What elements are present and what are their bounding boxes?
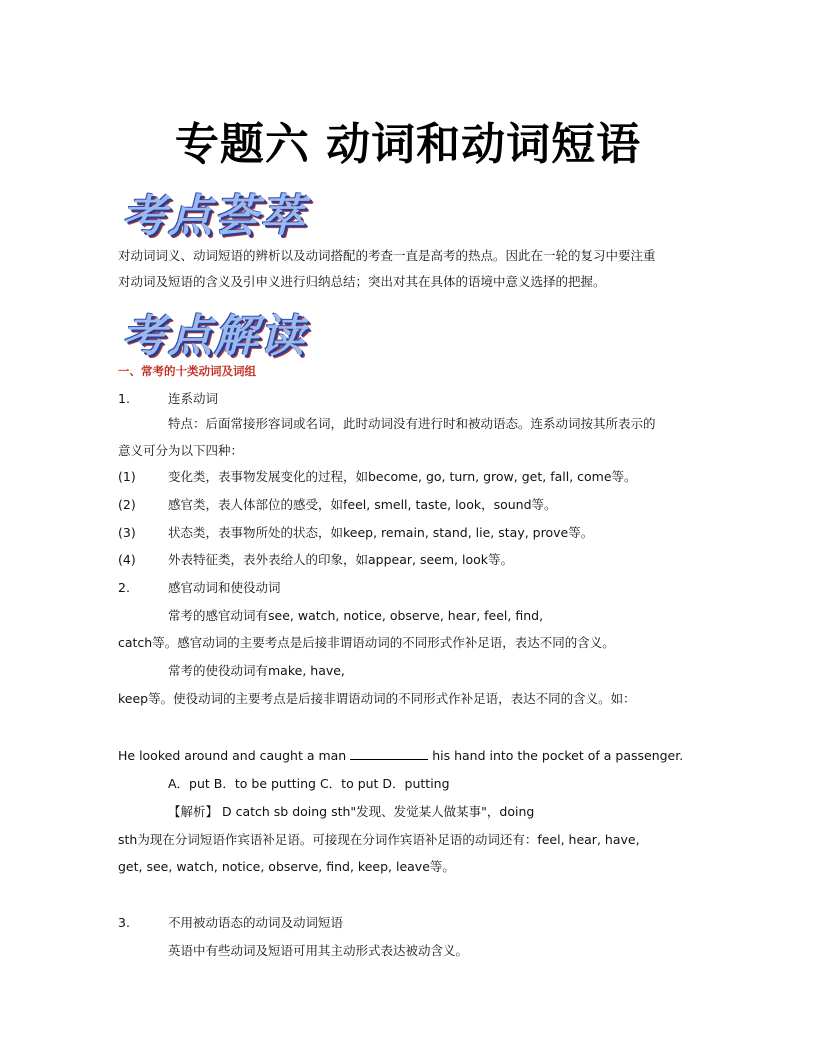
item-text-line: keep等。使役动词的主要考点是后接非谓语动词的不同形式作补足语，表达不同的含义。如：: [118, 691, 636, 706]
item-text-line: 常考的感官动词有see, watch, notice, observe, hear, feel, find,: [168, 608, 544, 623]
example-question-start: He looked around and caught a man: [118, 748, 347, 763]
example-question-end: his hand into the pocket of a passenger.: [432, 748, 684, 763]
analysis-line: sth为现在分词短语作宾语补足语。可接现在分词作宾语补足语的动词还有：feel, hear, have,: [118, 832, 640, 847]
example-question: [118, 748, 683, 763]
sub-number: (1): [118, 469, 136, 484]
sub-text: 状态类，表事物所处的状态，如keep, remain, stand, lie, stay, prove等。: [168, 525, 594, 540]
example-options: A．put B．to be putting C．to put D．putting: [168, 776, 450, 791]
item-title: 感官动词和使役动词: [168, 580, 281, 595]
sub-number: (3): [118, 525, 136, 540]
intro-line-2: 对动词及短语的含义及引申义进行归纳总结；突出对其在具体的语境中意义选择的把握。: [118, 274, 606, 289]
sub-text: 变化类，表事物发展变化的过程，如become, go, turn, grow, get, fall, come等。: [168, 469, 637, 484]
item-text-line: catch等。感官动词的主要考点是后接非谓语动词的不同形式作补足语，表达不同的含义。: [118, 635, 615, 650]
section-heading: 一、常考的十类动词及词组: [118, 364, 256, 378]
item-text-line: 英语中有些动词及短语可用其主动形式表达被动含义。: [168, 943, 469, 958]
item-number: 3.: [118, 915, 130, 930]
item-number: 1.: [118, 391, 130, 406]
sub-number: (2): [118, 497, 136, 512]
analysis-line: get, see, watch, notice, observe, find, keep, leave等。: [118, 859, 455, 874]
item-title: 不用被动语态的动词及动词短语: [168, 915, 344, 930]
analysis-line: 【解析】 D catch sb doing sth"发现、发觉某人做某事"，doing: [168, 804, 535, 819]
intro-line-1: 对动词词义、动词短语的辨析以及动词搭配的考查一直是高考的热点。因此在一轮的复习中要注重: [118, 248, 656, 263]
section-banner-explanation: 考点解读: [122, 311, 306, 362]
answer-blank: [350, 748, 428, 760]
sub-number: (4): [118, 552, 136, 567]
page-title: 专题六 动词和动词短语: [174, 119, 642, 170]
section-banner-highlights: 考点荟萃: [122, 191, 306, 242]
item-number: 2.: [118, 580, 130, 595]
sub-text: 外表特征类，表外表给人的印象，如appear, seem, look等。: [168, 552, 513, 567]
item-text-line: 特点：后面常接形容词或名词，此时动词没有进行时和被动语态。连系动词按其所表示的: [168, 416, 656, 431]
item-text-line: 意义可分为以下四种：: [118, 443, 244, 458]
item-title: 连系动词: [168, 391, 219, 406]
item-text-line: 常考的使役动词有make, have,: [168, 663, 345, 678]
sub-text: 感官类，表人体部位的感受，如feel, smell, taste, look，sound等。: [168, 497, 557, 512]
